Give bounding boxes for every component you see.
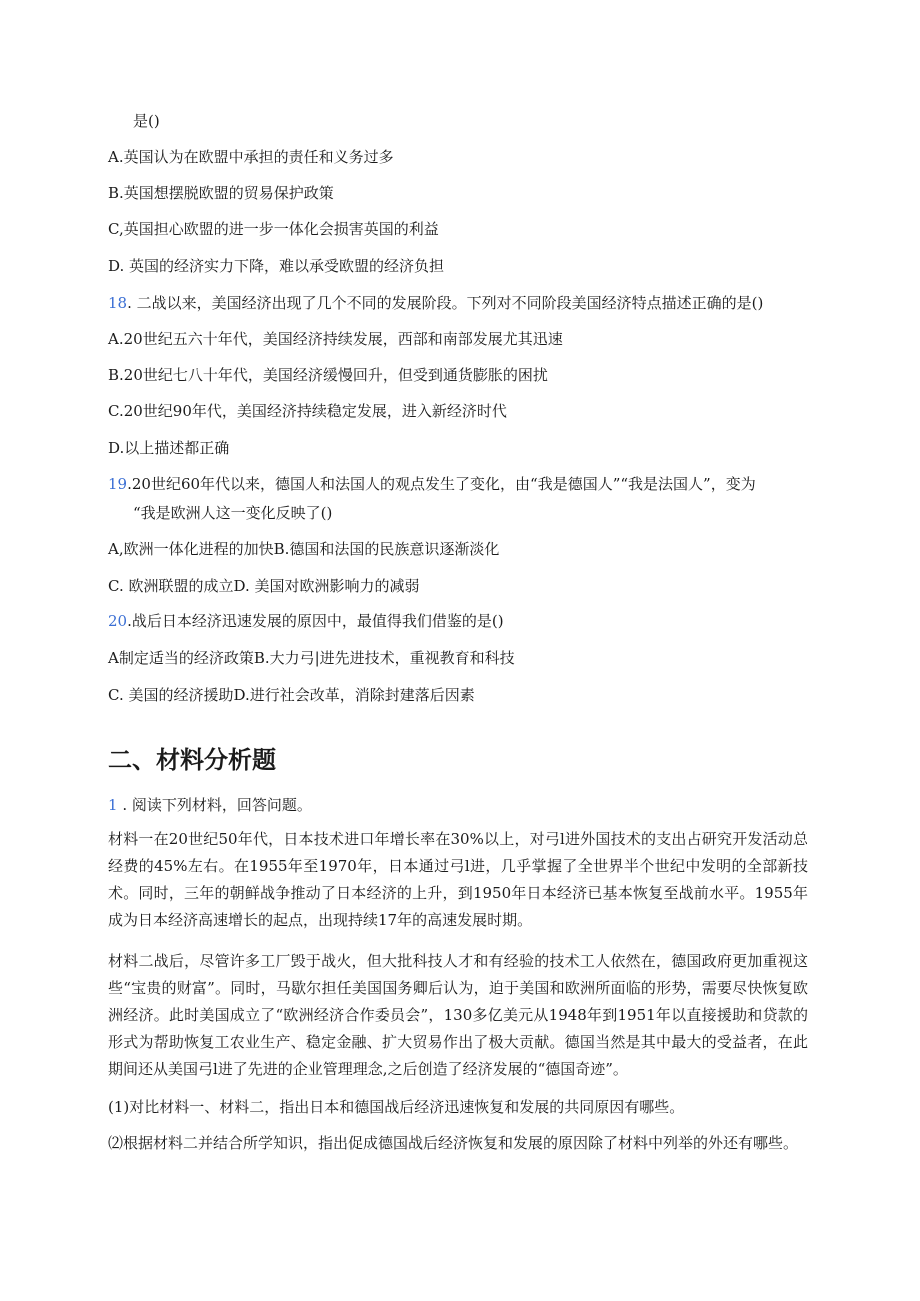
q19-number: 19 <box>108 475 128 493</box>
q20-stem-text: .战后日本经济迅速发展的原因中，最值得我们借鉴的是() <box>127 612 504 630</box>
q19-stem-cont: “我是欧洲人这一变化反映了() <box>133 504 333 522</box>
q20-option-ab: A制定适当的经济政策B.大力弓|进先进技术，重视教育和科技 <box>108 649 515 667</box>
q19-stem-text: .20世纪60年代以来，德国人和法国人的观点发生了变化，由“我是德国人”“我是法国人”，变为 <box>127 475 756 493</box>
m1-number: 1 <box>108 796 118 814</box>
q17-option-a: A.英国认为在欧盟中承担的责任和义务过多 <box>108 148 394 166</box>
q19-option-cd: C. 欧洲联盟的成立D. 美国对欧洲影响力的减弱 <box>108 577 420 595</box>
q18-option-b: B.20世纪七八十年代，美国经济缓慢回升，但受到通货膨胀的困扰 <box>108 366 548 384</box>
q20-option-cd: C. 美国的经济援助D.进行社会改革，消除封建落后因素 <box>108 686 475 704</box>
q17-stem-tail: 是() <box>133 112 160 130</box>
material-one: 材料一在20世纪50年代，日本技术进口年增长率在30%以上，对弓l进外国技术的支出占研究开发活动总经费的45%左右。在1955年至1970年，日本通过弓l进，几乎掌握了全世界半个世纪中发明的全部新技术。同时，三年的朝鲜战争推动了日本经济的上升，到1950年日本经济已基本恢复至战前水平。1955年成为日本经济高速增长的起点，出现持续17年的高速发展时期。 <box>108 830 808 929</box>
q17-option-d: D. 英国的经济实力下降，难以承受欧盟的经济负担 <box>108 257 445 275</box>
q18-option-c: C.20世纪90年代，美国经济持续稳定发展，进入新经济时代 <box>108 402 507 420</box>
q17-option-c: C,英国担心欧盟的进一步一体化会损害英国的利益 <box>108 220 439 238</box>
m1-stem <box>108 794 312 816</box>
q18-option-a: A.20世纪五六十年代，美国经济持续发展，西部和南部发展尤其迅速 <box>108 330 563 348</box>
q18-stem <box>108 292 763 314</box>
sub-question-1: (1)对比材料一、材料二，指出日本和德国战后经济迅速恢复和发展的共同原因有哪些。 <box>108 1098 685 1116</box>
material-two: 材料二战后，尽管许多工厂毁于战火，但大批科技人才和有经验的技术工人依然在，德国政府更加重视这些“宝贵的财富”。同时，马歇尔担任美国国务卿后认为，迫于美国和欧洲所面临的形势，需要尽快恢复欧洲经济。此时美国成立了“欧洲经济合作委员会”，130多亿美元从1948年到1951年以直接援助和贷款的形式为帮助恢复工农业生产、稳定金融、扩大贸易作出了极大贡献。德国当然是其中最大的受益者，在此期间还从美国弓l进了先进的企业管理理念,之后创造了经济发展的“德国奇迹”。 <box>108 952 808 1078</box>
m1-stem-text: . 阅读下列材料，回答问题。 <box>117 796 312 814</box>
q19-option-ab: A,欧洲一体化进程的加快B.德国和法国的民族意识逐渐淡化 <box>108 540 500 558</box>
q20-number: 20 <box>108 612 128 630</box>
q17-option-b: B.英国想摆脱欧盟的贸易保护政策 <box>108 184 334 202</box>
q18-option-d: D.以上描述都正确 <box>108 439 230 457</box>
q19-stem <box>108 473 756 495</box>
q18-stem-text: . 二战以来，美国经济出现了几个不同的发展阶段。下列对不同阶段美国经济特点描述正确的是() <box>127 294 764 312</box>
q20-stem <box>108 610 504 632</box>
section-title: 二、材料分析题 <box>108 746 276 774</box>
q18-number: 18 <box>108 294 128 312</box>
sub-question-2: ⑵根据材料二并结合所学知识，指出促成德国战后经济恢复和发展的原因除了材料中列举的外还有哪些。 <box>108 1134 799 1152</box>
